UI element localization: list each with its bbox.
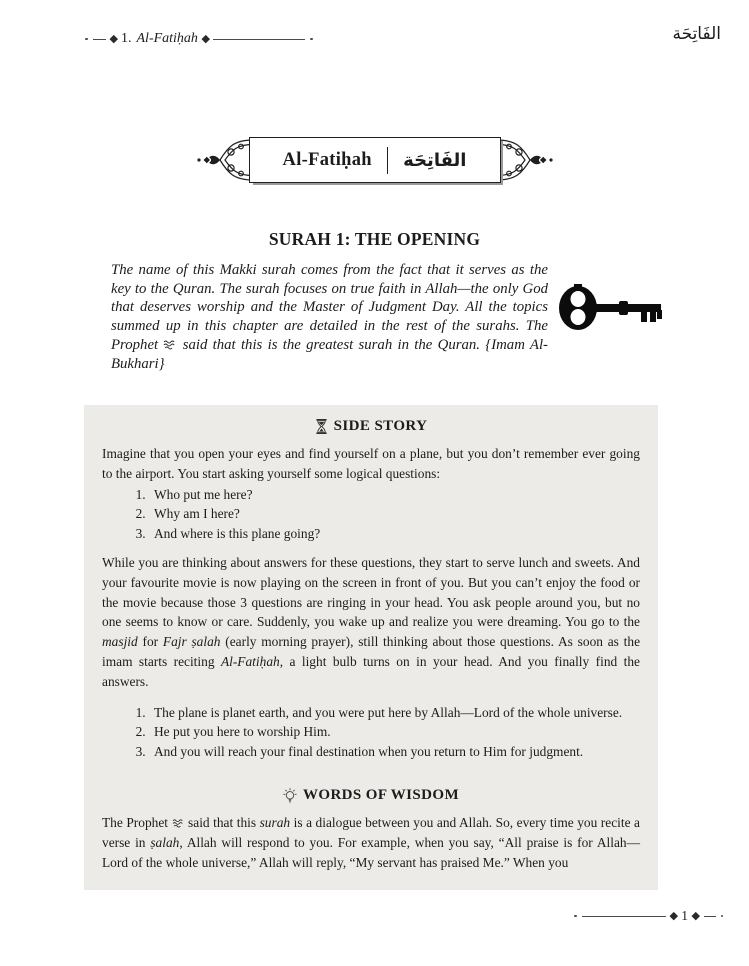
side-story-title-text: SIDE STORY — [333, 418, 428, 434]
rule-dot — [310, 38, 313, 41]
chapter-number: 1. — [121, 31, 132, 46]
rule-line — [582, 916, 666, 917]
words-of-wisdom-title-text: WORDS OF WISDOM — [302, 787, 459, 803]
banner-title-arabic: الفَاتِحَة — [403, 149, 467, 171]
body-text: is a dialogue between you and Allah. So, every time you recite a verse in — [102, 815, 641, 850]
rule-line — [93, 39, 106, 40]
body-text: for — [137, 634, 163, 650]
rule-dot — [721, 915, 724, 918]
saw-calligraphy-icon — [172, 818, 185, 828]
header-left — [85, 31, 313, 47]
diamond-ornament-icon — [202, 35, 210, 43]
answer-list — [102, 703, 640, 762]
words-of-wisdom-paragraph — [102, 813, 640, 872]
page-number: 1 — [681, 908, 688, 923]
body-text: (early morning prayer), still thinking about those questions. As soon as the imam starts reciting — [102, 634, 641, 669]
diamond-ornament-icon — [109, 35, 117, 43]
banner-ornament-left-icon — [197, 131, 253, 189]
question-list — [102, 485, 640, 544]
saw-calligraphy-icon — [163, 339, 177, 350]
intro-paragraph — [111, 261, 548, 373]
list-item: 1. Who put me here? — [149, 485, 640, 505]
diamond-ornament-icon — [670, 912, 678, 920]
words-of-wisdom-title — [102, 787, 640, 804]
body-text: , Allah will respond to you. For example, when you say, “All praise is for Allah—Lord of the whole universe,” Allah will reply, “My servant has praised Me.” When you — [102, 834, 640, 870]
chapter-title: Al-Fatiḥah — [136, 31, 198, 46]
diamond-ornament-icon — [692, 912, 700, 920]
surah-heading: SURAH 1: THE OPENING — [268, 229, 481, 249]
italic-term: Fajr ṣalah — [162, 634, 221, 650]
footer — [574, 908, 723, 924]
words-of-wisdom-box — [84, 774, 658, 890]
header-arabic-title: الفَاتِحَة — [672, 24, 721, 44]
italic-term: ṣalah — [150, 834, 180, 850]
key-icon — [557, 283, 665, 333]
intro-text: The name of this Makki surah comes from the fact that it serves as the key to the Quran. The surah focuses on true faith in Allah—the only God that deserves worship and the Master of Judgment Day. All the topics summed up in this chapter are detailed in the rest of the surahs. The Prophet — [111, 262, 548, 353]
side-story-paragraph-1: Imagine that you open your eyes and find yourself on a plane, but you don’t remember ever going to the airport. You start asking yourself some logical questions: — [102, 446, 640, 481]
rule-dot — [574, 915, 577, 918]
body-text: , a light bulb turns on in your head. And you finally find the answers. — [102, 653, 641, 689]
list-item: 3. And where is this plane going? — [149, 524, 640, 544]
banner-title-latin: Al-Fatiḥah — [282, 149, 372, 170]
title-banner — [0, 131, 749, 189]
intro-text: said that this is the greatest surah in the Quran. {Imam Al-Bukhari} — [111, 336, 548, 372]
banner-divider — [387, 147, 388, 174]
body-text: said that this — [184, 815, 260, 830]
rule-line — [213, 39, 305, 40]
body-text: While you are thinking about answers for these questions, they start to serve lunch and sweets. And your favourite movie is now playing on the screen in front of you. But you can’t enjoy the food or the movie because those 3 questions are ringing in your head. You ask people around you, but no one seems to know or care. Suddenly, you wake up and realize you were dreaming. You go to the — [102, 554, 640, 630]
list-item: 1. The plane is planet earth, and you were put here by Allah—Lord of the whole universe. — [149, 703, 640, 723]
body-text: The Prophet — [102, 815, 172, 830]
side-story-paragraph-2 — [102, 553, 640, 692]
list-item: 3. And you will reach your final destination when you return to Him for judgment. — [149, 742, 640, 762]
side-story-title — [102, 418, 640, 435]
italic-term: masjid — [102, 634, 138, 650]
banner-ornament-right-icon — [497, 131, 553, 189]
banner-box — [249, 137, 501, 183]
hourglass-icon — [315, 419, 328, 434]
italic-term: surah — [259, 815, 291, 830]
rule-dot — [85, 38, 88, 41]
lightbulb-icon — [283, 788, 297, 804]
side-story-box — [84, 405, 658, 776]
italic-term: Al-Fatiḥah — [220, 653, 280, 669]
rule-line — [704, 916, 716, 917]
list-item: 2. Why am I here? — [149, 504, 640, 524]
list-item: 2. He put you here to worship Him. — [149, 722, 640, 742]
